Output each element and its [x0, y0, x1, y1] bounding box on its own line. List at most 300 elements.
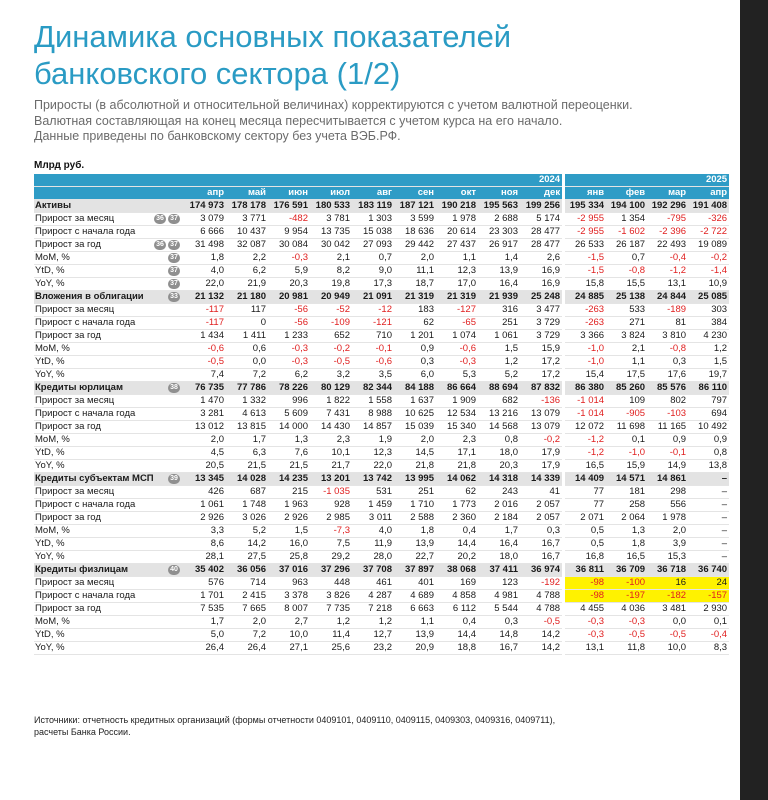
table-cell: -182	[647, 590, 688, 603]
table-cell: 11,8	[606, 642, 647, 655]
table-cell: –	[688, 473, 729, 486]
table-cell: 16,4	[478, 538, 520, 551]
section-row	[34, 200, 729, 213]
table-cell: 4 613	[226, 408, 268, 421]
table-cell: 18,8	[436, 642, 478, 655]
table-cell: -192	[520, 577, 562, 590]
table-cell: 2 588	[394, 512, 436, 525]
table-cell: -0,5	[606, 629, 647, 642]
footnote-badge: 37	[168, 240, 180, 250]
section-row	[34, 291, 729, 304]
table-cell: 16,9	[520, 278, 562, 291]
table-cell: 14,8	[478, 629, 520, 642]
table-cell: 7 735	[310, 603, 352, 616]
table-cell: 183	[394, 304, 436, 317]
table-cell: 3 281	[184, 408, 226, 421]
table-cell: 37 708	[352, 564, 394, 577]
table-cell: 1,1	[606, 356, 647, 369]
table-cell: 77	[565, 499, 606, 512]
table-cell: 556	[647, 499, 688, 512]
table-cell: –	[688, 538, 729, 551]
table-row	[34, 278, 729, 291]
table-cell: 21,8	[436, 460, 478, 473]
table-row	[34, 447, 729, 460]
table-cell: 1 303	[352, 213, 394, 226]
table-cell: 21,7	[310, 460, 352, 473]
row-label	[34, 330, 184, 343]
table-cell: 7 665	[226, 603, 268, 616]
row-label	[34, 382, 184, 395]
table-cell: 17,9	[520, 460, 562, 473]
footnote-badge: 36	[154, 214, 166, 224]
table-cell: 13 079	[520, 421, 562, 434]
table-cell: 258	[606, 499, 647, 512]
table-cell: 3 026	[226, 512, 268, 525]
table-cell: 16,4	[478, 278, 520, 291]
table-cell: 14 568	[478, 421, 520, 434]
table-cell: 17,3	[352, 278, 394, 291]
table-cell: 15,5	[606, 278, 647, 291]
row-label-text: YtD, %	[35, 356, 65, 367]
row-label	[34, 590, 184, 603]
month-header: мар	[647, 187, 688, 200]
table-row	[34, 226, 729, 239]
table-cell: 13 735	[310, 226, 352, 239]
month-header: июл	[310, 187, 352, 200]
table-cell: 2 016	[478, 499, 520, 512]
section-row	[34, 564, 729, 577]
table-row	[34, 603, 729, 616]
table-cell: 84 188	[394, 382, 436, 395]
table-cell: 1,8	[184, 252, 226, 265]
table-cell: 3 729	[520, 317, 562, 330]
table-cell: 14,5	[394, 447, 436, 460]
table-cell: 10,9	[688, 278, 729, 291]
month-header: авг	[352, 187, 394, 200]
table-cell: 36 709	[606, 564, 647, 577]
table-cell: 21 132	[184, 291, 226, 304]
table-cell: 11 698	[606, 421, 647, 434]
row-label-text: YtD, %	[35, 629, 65, 640]
table-cell: 16,8	[565, 551, 606, 564]
table-cell: 8 988	[352, 408, 394, 421]
table-cell: 25 138	[606, 291, 647, 304]
row-label-text: YoY, %	[35, 460, 65, 471]
table-cell: 687	[226, 486, 268, 499]
table-cell: 8 007	[268, 603, 310, 616]
table-cell: 14 000	[268, 421, 310, 434]
table-cell: 17,9	[520, 447, 562, 460]
table-cell: –	[688, 499, 729, 512]
table-cell: 2 184	[478, 512, 520, 525]
table-row	[34, 616, 729, 629]
table-cell: 17,1	[436, 447, 478, 460]
table-cell: 1,7	[478, 525, 520, 538]
table-cell: 24 844	[647, 291, 688, 304]
table-cell: -1,5	[565, 265, 606, 278]
table-cell: 13,9	[478, 265, 520, 278]
table-cell: 1,9	[352, 434, 394, 447]
table-cell: 15 038	[352, 226, 394, 239]
row-label	[34, 486, 184, 499]
table-cell: 30 084	[268, 239, 310, 252]
table-cell: -2 722	[688, 226, 729, 239]
table-cell: -1,0	[565, 343, 606, 356]
table-cell: 461	[352, 577, 394, 590]
table-cell: 13,8	[688, 460, 729, 473]
table-cell: 12,7	[352, 629, 394, 642]
table-cell: 1,8	[394, 525, 436, 538]
row-label-text: Прирост за месяц	[35, 304, 115, 315]
table-cell: -1 602	[606, 226, 647, 239]
table-cell: 298	[647, 486, 688, 499]
month-header: май	[226, 187, 268, 200]
table-cell: 303	[688, 304, 729, 317]
row-label	[34, 252, 184, 265]
table-cell: 2 926	[184, 512, 226, 525]
row-label	[34, 226, 184, 239]
table-cell: 16,7	[520, 551, 562, 564]
table-cell: 3,9	[647, 538, 688, 551]
table-cell: -0,4	[688, 629, 729, 642]
table-cell: 251	[478, 317, 520, 330]
row-label	[34, 343, 184, 356]
row-label	[34, 434, 184, 447]
table-cell: 1 434	[184, 330, 226, 343]
table-cell: 8,6	[184, 538, 226, 551]
table-cell: -56	[268, 317, 310, 330]
table-cell: 37 016	[268, 564, 310, 577]
table-cell: 4,5	[184, 447, 226, 460]
row-label-text: Прирост за месяц	[35, 395, 115, 406]
table-cell: 1 748	[226, 499, 268, 512]
table-cell: -157	[688, 590, 729, 603]
table-cell: -0,2	[688, 252, 729, 265]
table-cell: 5,9	[268, 265, 310, 278]
table-cell: 4 689	[394, 590, 436, 603]
table-cell: 21,5	[226, 460, 268, 473]
table-cell: 2,0	[226, 616, 268, 629]
table-cell: 0,1	[606, 434, 647, 447]
table-cell: 1 978	[436, 213, 478, 226]
row-label	[34, 629, 184, 642]
table-cell: 7 218	[352, 603, 394, 616]
table-cell: 78 226	[268, 382, 310, 395]
row-label-text: Прирост за месяц	[35, 486, 115, 497]
table-row	[34, 304, 729, 317]
table-cell: 1 637	[394, 395, 436, 408]
table-cell: -0,5	[647, 629, 688, 642]
table-cell: -326	[688, 213, 729, 226]
row-label	[34, 369, 184, 382]
table-cell: 17,2	[520, 356, 562, 369]
footnote-badge: 37	[168, 253, 180, 263]
table-cell: 2,1	[310, 252, 352, 265]
table-cell: 13 012	[184, 421, 226, 434]
table-cell: 85 260	[606, 382, 647, 395]
footnote-badge: 37	[168, 214, 180, 224]
table-cell: 16,5	[606, 551, 647, 564]
table-cell: 22,0	[352, 460, 394, 473]
table-cell: 4,0	[184, 265, 226, 278]
row-label-text: Прирост с начала года	[35, 590, 136, 601]
row-label-text: YtD, %	[35, 538, 65, 549]
table-cell: -56	[268, 304, 310, 317]
month-header: дек	[520, 187, 562, 200]
table-cell: 27,1	[268, 642, 310, 655]
table-cell: –	[688, 512, 729, 525]
table-cell: -1,2	[565, 447, 606, 460]
table-cell: 448	[310, 577, 352, 590]
table-cell: 1 963	[268, 499, 310, 512]
table-cell: -2 955	[565, 213, 606, 226]
subtitle	[34, 98, 734, 145]
table-row	[34, 525, 729, 538]
table-row	[34, 538, 729, 551]
table-cell: 178 178	[226, 200, 268, 213]
row-label-text: Прирост за год	[35, 603, 101, 614]
table-cell: -1,0	[565, 356, 606, 369]
table-cell: 16,0	[268, 538, 310, 551]
table-cell: 1 354	[606, 213, 647, 226]
year-header-row	[34, 174, 729, 187]
row-label-text: Активы	[35, 200, 72, 211]
row-label	[34, 460, 184, 473]
footnote-badge: 36	[154, 240, 166, 250]
table-cell: -65	[436, 317, 478, 330]
row-label	[34, 499, 184, 512]
table-cell: 1,1	[436, 252, 478, 265]
table-cell: 215	[268, 486, 310, 499]
table-cell: 81	[647, 317, 688, 330]
table-cell: 7,2	[226, 629, 268, 642]
table-cell: 4 036	[606, 603, 647, 616]
table-cell: 11,9	[352, 538, 394, 551]
table-cell: 28,1	[184, 551, 226, 564]
sources-footnote	[34, 714, 734, 738]
table-cell: 1,5	[268, 525, 310, 538]
table-cell: -121	[352, 317, 394, 330]
table-cell: 180 533	[310, 200, 352, 213]
table-cell: -1 014	[565, 408, 606, 421]
table-cell: 18,0	[478, 447, 520, 460]
table-row	[34, 213, 729, 226]
table-cell: 3 599	[394, 213, 436, 226]
table-cell: 6 663	[394, 603, 436, 616]
table-cell: 7 535	[184, 603, 226, 616]
table-cell: 4 788	[520, 603, 562, 616]
table-cell: 1 074	[436, 330, 478, 343]
table-cell: 13,9	[394, 538, 436, 551]
table-cell: 10,0	[647, 642, 688, 655]
table-cell: 195 334	[565, 200, 606, 213]
table-cell: 2 057	[520, 512, 562, 525]
table-cell: 5 174	[520, 213, 562, 226]
table-cell: 27 437	[436, 239, 478, 252]
table-cell: 6,3	[226, 447, 268, 460]
footnote-badge: 33	[168, 292, 180, 302]
table-cell: 4 858	[436, 590, 478, 603]
table-cell: 797	[688, 395, 729, 408]
table-cell: 5,2	[478, 369, 520, 382]
row-label-text: Кредиты субъектам МСП	[35, 473, 154, 484]
table-cell: 2,0	[394, 252, 436, 265]
table-cell: 2,3	[436, 434, 478, 447]
table-cell: 191 408	[688, 200, 729, 213]
table-cell: 1,3	[268, 434, 310, 447]
table-row	[34, 317, 729, 330]
table-cell: -0,6	[352, 356, 394, 369]
table-cell: -12	[352, 304, 394, 317]
table-cell: 21,8	[394, 460, 436, 473]
table-row	[34, 356, 729, 369]
table-cell: 20 949	[310, 291, 352, 304]
table-cell: 25 248	[520, 291, 562, 304]
table-cell: 41	[520, 486, 562, 499]
table-cell: 3 079	[184, 213, 226, 226]
table-cell: -905	[606, 408, 647, 421]
row-label	[34, 317, 184, 330]
table-cell: 35 402	[184, 564, 226, 577]
table-cell: 62	[394, 317, 436, 330]
table-cell: -0,3	[565, 629, 606, 642]
table-cell: 17,2	[520, 369, 562, 382]
subtitle-line2: Валютная составляющая на конец месяца пересчитывается с учетом курса на его начало.	[34, 113, 563, 128]
table-row	[34, 265, 729, 278]
table-cell: 1,2	[688, 343, 729, 356]
row-label-text: Кредиты физлицам	[35, 564, 129, 575]
table-cell: 20,3	[268, 278, 310, 291]
table-cell: 15,9	[606, 460, 647, 473]
table-cell: 190 218	[436, 200, 478, 213]
row-label-text: MoM, %	[35, 252, 70, 263]
table-cell: 694	[688, 408, 729, 421]
row-label-text: Кредиты юрлицам	[35, 382, 123, 393]
footnote-badge: 40	[168, 565, 180, 575]
table-cell: 18,7	[394, 278, 436, 291]
table-cell: 14 857	[352, 421, 394, 434]
table-cell: 0,5	[565, 538, 606, 551]
table-cell: 109	[606, 395, 647, 408]
row-label	[34, 395, 184, 408]
row-label	[34, 239, 184, 252]
table-cell: 928	[310, 499, 352, 512]
table-cell: 10,1	[310, 447, 352, 460]
table-cell: 19,8	[310, 278, 352, 291]
table-cell: 0,3	[478, 616, 520, 629]
table-cell: 0,7	[606, 252, 647, 265]
table-cell: 2 360	[436, 512, 478, 525]
table-cell: 183 119	[352, 200, 394, 213]
table-cell: 576	[184, 577, 226, 590]
table-cell: 199 256	[520, 200, 562, 213]
table-cell: -263	[565, 304, 606, 317]
table-cell: 5 544	[478, 603, 520, 616]
table-cell: 316	[478, 304, 520, 317]
table-cell: 2 985	[310, 512, 352, 525]
table-cell: -1,5	[565, 252, 606, 265]
footnote-badge: 38	[168, 383, 180, 393]
table-cell: 37 897	[394, 564, 436, 577]
table-cell: 77	[565, 486, 606, 499]
table-cell: 0,4	[436, 616, 478, 629]
table-cell: 14 409	[565, 473, 606, 486]
table-cell: 16,7	[520, 538, 562, 551]
table-cell: -482	[268, 213, 310, 226]
table-cell: 2 071	[565, 512, 606, 525]
row-label-text: Прирост с начала года	[35, 226, 136, 237]
table-cell: 21 091	[352, 291, 394, 304]
table-cell: 80 129	[310, 382, 352, 395]
table-cell: 1,8	[606, 538, 647, 551]
table-cell: 28 477	[520, 226, 562, 239]
row-label	[34, 421, 184, 434]
row-label-text: YoY, %	[35, 369, 65, 380]
table-cell: 4,0	[352, 525, 394, 538]
table-row	[34, 577, 729, 590]
unit-label: Млрд руб.	[34, 160, 85, 171]
table-cell: 16,7	[478, 642, 520, 655]
table-cell: 3,3	[184, 525, 226, 538]
table-cell: 15,4	[565, 369, 606, 382]
month-header-blank	[34, 187, 184, 200]
table-cell: –	[688, 525, 729, 538]
table-cell: 26 187	[606, 239, 647, 252]
month-header: апр	[688, 187, 729, 200]
table-cell: 22,7	[394, 551, 436, 564]
table-cell: 195 563	[478, 200, 520, 213]
table-cell: -0,8	[606, 265, 647, 278]
year-header-blank	[34, 174, 184, 187]
table-cell: 8,2	[310, 265, 352, 278]
table-row	[34, 551, 729, 564]
table-cell: 20 981	[268, 291, 310, 304]
table-cell: 3 810	[647, 330, 688, 343]
table-cell: 1,5	[478, 343, 520, 356]
table-cell: 14,2	[226, 538, 268, 551]
table-cell: 3 826	[310, 590, 352, 603]
table-cell: 2,1	[606, 343, 647, 356]
table-cell: -136	[520, 395, 562, 408]
table-cell: 11 165	[647, 421, 688, 434]
row-label-text: Прирост за год	[35, 330, 101, 341]
row-label	[34, 564, 184, 577]
table-cell: 19 089	[688, 239, 729, 252]
table-cell: 36 974	[520, 564, 562, 577]
table-cell: 6,2	[268, 369, 310, 382]
table-cell: -795	[647, 213, 688, 226]
table-cell: 1,7	[226, 434, 268, 447]
table-cell: 0,0	[226, 356, 268, 369]
table-cell: 16,9	[520, 265, 562, 278]
table-cell: 29 442	[394, 239, 436, 252]
table-cell: 18 636	[394, 226, 436, 239]
table-cell: 1,7	[184, 616, 226, 629]
table-cell: 1,2	[478, 356, 520, 369]
table-cell: 1,2	[352, 616, 394, 629]
table-cell: 15 340	[436, 421, 478, 434]
table-cell: -0,2	[520, 434, 562, 447]
table-cell: 13 995	[394, 473, 436, 486]
row-label-text: Прирост с начала года	[35, 408, 136, 419]
table-cell: 17,6	[647, 369, 688, 382]
table-cell: -1 014	[565, 395, 606, 408]
table-cell: 1 978	[647, 512, 688, 525]
table-cell: 21 319	[394, 291, 436, 304]
table-cell: 14 062	[436, 473, 478, 486]
table-cell: 194 100	[606, 200, 647, 213]
table-cell: -127	[436, 304, 478, 317]
